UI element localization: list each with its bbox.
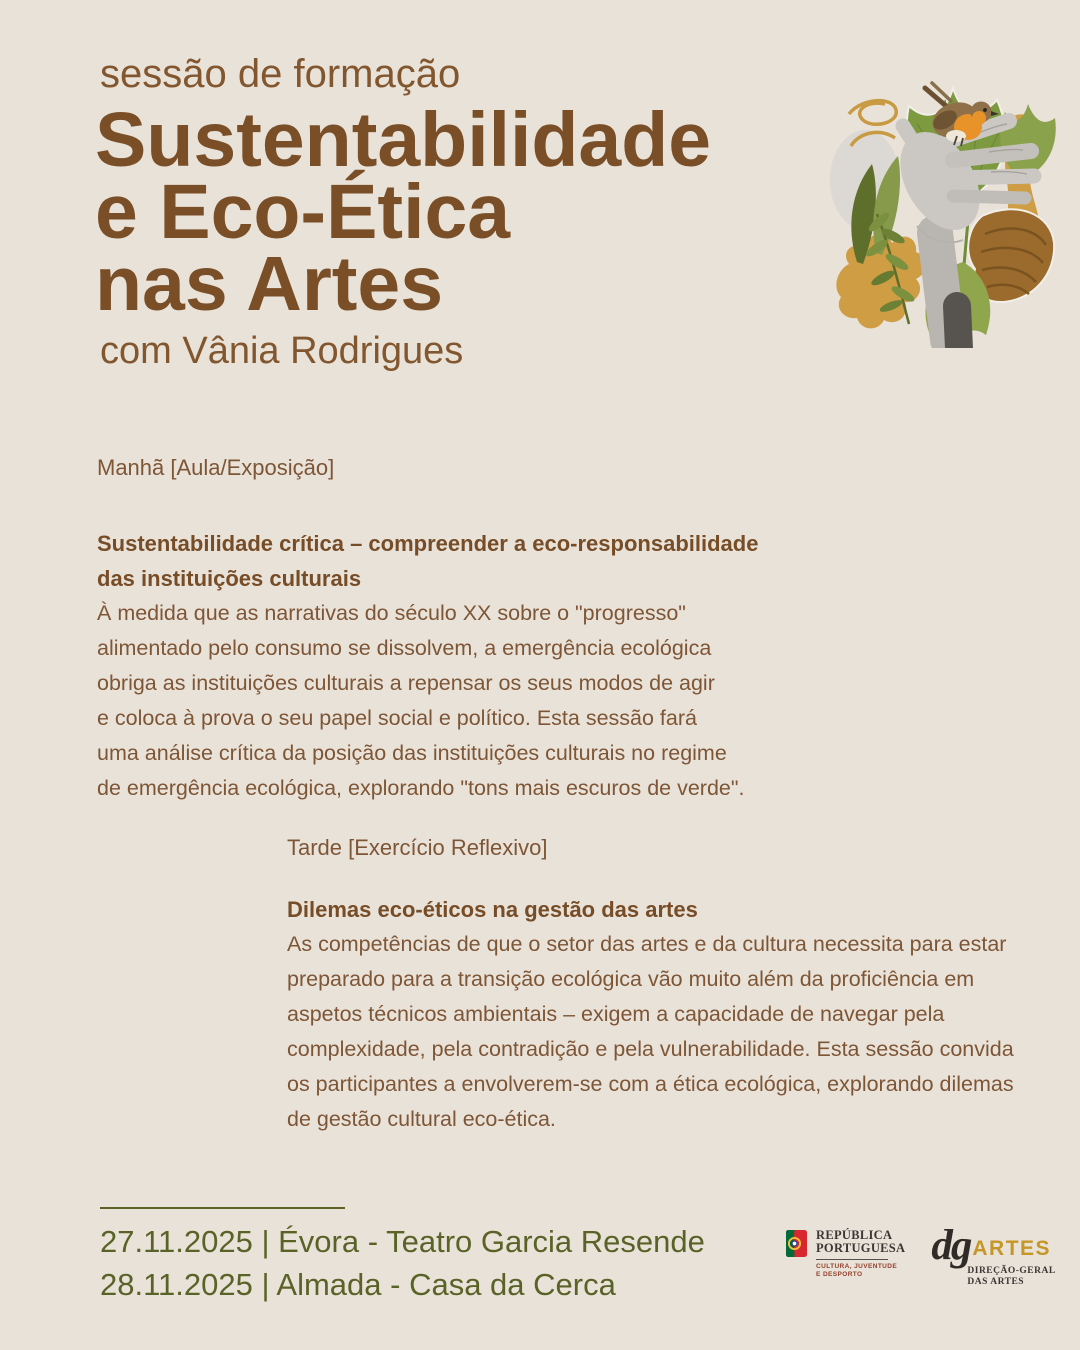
afternoon-session-section (287, 830, 1014, 1137)
republica-logo-department: CULTURA, JUVENTUDE E DESPORTO (816, 1263, 898, 1278)
republica-logo-name: REPÚBLICA PORTUGUESA (816, 1228, 906, 1255)
afternoon-session-label: Tarde [Exercício Reflexivo] (287, 835, 548, 860)
afternoon-session-heading: Dilemas eco-éticos na gestão das artes (287, 897, 698, 922)
afternoon-session-body: As competências de que o setor das artes e da cultura necessita para estar preparado para a transição ecológica vão muito além da proficiência em aspetos técnicos ambientais – exigem a capacidade de navegar pela complexidade, pela contradição e pela vulnerabilidade. Esta sessão convida os participantes a envolverem-se com a ética ecológica, explorando dilemas de gestão cultural eco-ética. (287, 932, 1014, 1131)
morning-session-heading: Sustentabilidade crítica – compreender a eco-responsabilidade das instituições culturais (97, 531, 759, 591)
event-dates: 27.11.2025 | Évora - Teatro Garcia Resende 28.11.2025 | Almada - Casa da Cerca (100, 1224, 705, 1302)
kicker-text: sessão de formação (100, 52, 461, 96)
hand-bird-leaves-illustration (805, 48, 1075, 348)
dgartes-logo-subtitle: DIREÇÃO-GERAL DAS ARTES (967, 1266, 1056, 1287)
footer-logos (786, 1222, 1056, 1288)
republica-logo-divider (816, 1259, 888, 1260)
dgartes-logo (931, 1222, 1056, 1288)
morning-session-body: À medida que as narrativas do século XX sobre o "progresso" alimentado pelo consumo se dissolvem, a emergência ecológica obriga as instituições culturais a repensar os seus modos de agir e coloca à prova o seu papel social e político. Esta sessão fará uma análise crítica da posição das instituições culturais no regime de emergência ecológica, explorando "tons mais escuros de verde". (97, 601, 745, 800)
author-line: com Vânia Rodrigues (100, 330, 464, 372)
portugal-flag-icon (786, 1229, 808, 1258)
morning-session-section (97, 450, 758, 806)
dgartes-logo-mark: dg (931, 1222, 971, 1269)
republica-portuguesa-logo (786, 1229, 905, 1279)
footer-divider (100, 1207, 345, 1209)
page-title: Sustentabilidade e Eco-Ética nas Artes (95, 97, 712, 327)
dgartes-logo-name: ARTES (972, 1237, 1052, 1260)
morning-session-label: Manhã [Aula/Exposição] (97, 455, 335, 480)
